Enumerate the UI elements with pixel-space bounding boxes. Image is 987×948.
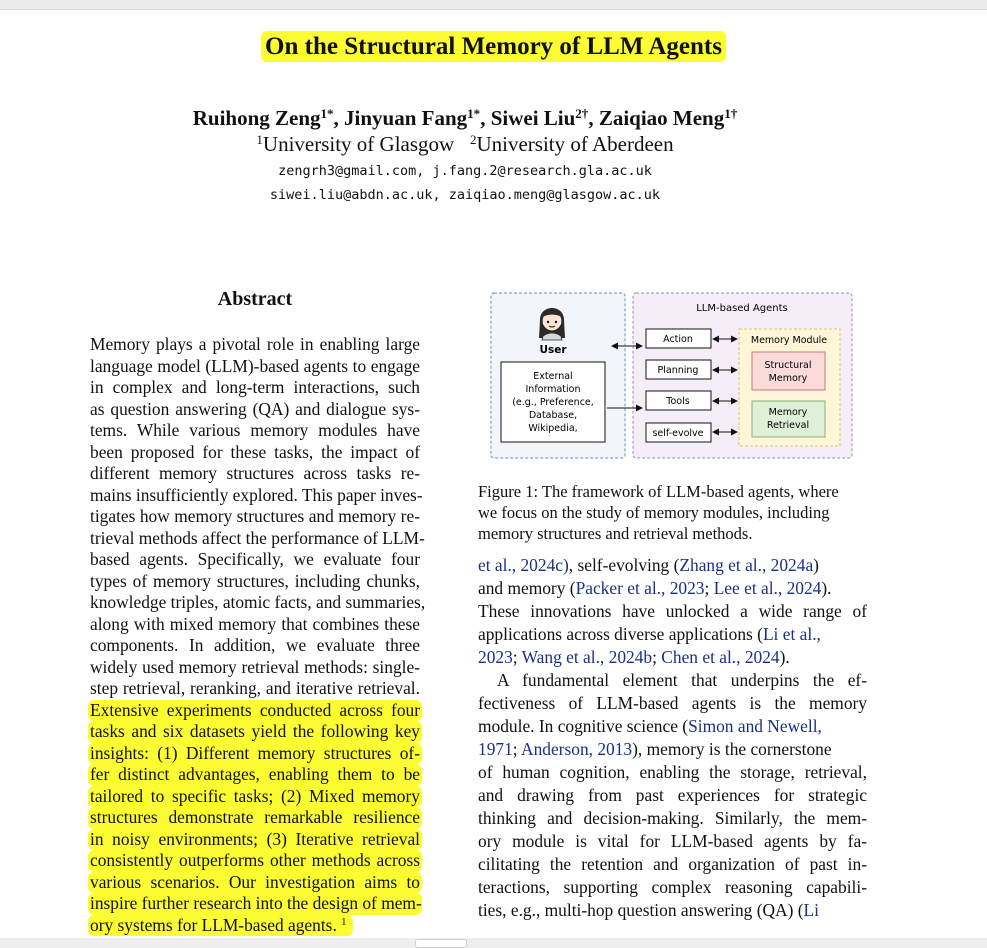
component-label: Planning: [657, 365, 699, 376]
affiliations: [0, 132, 930, 157]
viewer-top-bar: [0, 0, 987, 10]
citation-link[interactable]: 1971: [478, 739, 513, 759]
abstract-line-highlighted: tasks and six datasets yield the following key: [90, 721, 420, 741]
abstract-line: step retrieval, reranking, and iterative retrieval.: [90, 678, 420, 698]
abstract-line-highlighted: in noisy environments; (3) Iterative retrieval: [90, 828, 420, 849]
caption-line: we focus on the study of memory modules, including: [478, 503, 830, 522]
caption-line: memory structures and retrieval methods.: [478, 524, 753, 543]
horizontal-scrollbar[interactable]: [0, 938, 987, 948]
body-line: teractions, supporting complex reasoning capabili-: [478, 877, 867, 897]
citation-link[interactable]: Chen et al., 2024: [661, 647, 780, 667]
author-name: Siwei Liu: [490, 106, 576, 130]
body-line: of human cognition, enabling the storage, retrieval,: [478, 762, 867, 782]
body-line: thinking and decision-making. Similarly, the mem-: [478, 808, 867, 828]
external-info-line: Database,: [528, 410, 578, 421]
user-label: User: [539, 344, 567, 356]
author-mark: 1†: [724, 105, 738, 121]
component-label: Tools: [666, 396, 690, 407]
abstract-line-highlighted: Extensive experiments conducted across four: [90, 699, 420, 720]
body-line: applications across diverse applications (Li et al.,: [478, 624, 821, 644]
author-name: Zaiqiao Meng: [598, 106, 725, 130]
affiliation-mark: 1: [256, 131, 263, 147]
abstract-line: different memory structures across tasks re-: [90, 463, 420, 483]
author-mark: 1*: [320, 105, 334, 121]
abstract-line-highlighted: ory systems for LLM-based agents. $^1$: [88, 915, 353, 937]
body-line: fectiveness of LLM-based agents is the memory: [478, 693, 867, 713]
author-name: Jinyuan Fang: [344, 106, 468, 130]
email-line: siwei.liu@abdn.ac.uk, zaiqiao.meng@glasgow.ac.uk: [269, 187, 661, 203]
structural-memory-box: [752, 352, 825, 390]
framework-figure: [488, 290, 856, 462]
citation-link[interactable]: Zhang et al., 2024a: [679, 555, 814, 575]
memory-retrieval-label: Retrieval: [766, 420, 810, 431]
abstract-heading: Abstract: [217, 288, 293, 310]
affiliation-name: University of Glasgow: [262, 132, 455, 156]
abstract-line-highlighted: consistently outperforms other methods across: [90, 850, 420, 870]
citation-link[interactable]: Li et al.,: [762, 624, 821, 644]
abstract-line: types of memory structures, including chunks,: [90, 570, 420, 591]
citation-link[interactable]: Packer et al., 2023: [575, 578, 705, 598]
scrollbar-thumb[interactable]: [415, 939, 467, 948]
citation-link[interactable]: Simon and Newell,: [688, 716, 822, 736]
abstract-line-highlighted: structures demonstrate remarkable resilience: [90, 807, 420, 827]
external-info-line: Wikipedia,: [528, 423, 578, 434]
author-mark: 2†: [575, 105, 589, 121]
body-line: ties, e.g., multi-hop question answering (QA) (Li: [478, 900, 819, 920]
body-line: A fundamental element that underpins the ef-: [497, 670, 867, 690]
external-info-line: Information: [525, 384, 581, 395]
body-line: cilitating the retention and organization of past in-: [478, 854, 867, 874]
abstract-line: components. In addition, we evaluate three: [90, 635, 420, 655]
body-line: 2023; Wang et al., 2024b; Chen et al., 2024).: [478, 647, 790, 667]
email-line: zengrh3@gmail.com, j.fang.2@research.gla.ac.uk: [278, 163, 652, 179]
abstract-line: Memory plays a pivotal role in enabling large: [90, 334, 420, 354]
abstract-line: trieval methods affect the performance of LLM-: [90, 527, 425, 548]
author-list: Ruihong Zeng$^{1*}$, Jinyuan Fang$^{1*}$, Siwei Liu$^{2\dagger}$, Zaiqiao Meng$^{1\dagger}$: [192, 105, 738, 130]
abstract-line: widely used memory retrieval methods: single-: [90, 656, 420, 677]
abstract-line: based agents. Specifically, we evaluate four: [90, 549, 420, 569]
citation-link[interactable]: Anderson, 2013: [521, 739, 633, 759]
paper-title: On the Structural Memory of LLM Agents: [0, 33, 987, 61]
affiliation-name: University of Aberdeen: [476, 132, 674, 156]
external-info-line: External: [533, 371, 573, 382]
body-line: These innovations have unlocked a wide range of: [478, 601, 867, 621]
author-mark: 1*: [467, 105, 481, 121]
body-line: ory module is vital for LLM-based agents by fa-: [478, 831, 867, 851]
external-info-line: (e.g., Preference,: [512, 397, 594, 408]
body-line: et al., 2024c), self-evolving (Zhang et al., 2024a): [478, 555, 819, 575]
caption-line: Figure 1: The framework of LLM-based agents, where: [478, 482, 839, 501]
abstract-line-highlighted: inspire further research into the design of mem-: [90, 893, 422, 913]
memory-module-title: Memory Module: [750, 335, 828, 346]
body-line: and memory (Packer et al., 2023; Lee et al., 2024).: [478, 578, 832, 598]
body-line: and drawing from past experiences for strategic: [478, 785, 867, 805]
component-label: self-evolve: [652, 428, 704, 439]
abstract-line: tigates how memory structures and memory re-: [90, 506, 420, 526]
affiliation-mark: 2: [469, 131, 477, 147]
abstract-line-highlighted: insights: (1) Different memory structures of-: [90, 742, 420, 763]
user-avatar-icon: [539, 308, 565, 340]
citation-link[interactable]: Wang et al., 2024b: [521, 647, 653, 667]
author-name: Ruihong Zeng: [192, 106, 321, 130]
citation-link[interactable]: Li: [803, 900, 819, 920]
abstract-line-highlighted: various scenarios. Our investigation aims to: [90, 871, 420, 892]
structural-memory-label: Memory: [768, 373, 808, 384]
abstract-line-highlighted: fer distinct advantages, enabling them to be: [90, 764, 420, 784]
abstract-line: been proposed for these tasks, the impact of: [90, 441, 420, 462]
memory-retrieval-label: Memory: [768, 407, 808, 418]
footnote-mark: 1: [341, 915, 347, 928]
citation-link[interactable]: et al., 2024c): [478, 555, 569, 575]
abstract-line: as question answering (QA) and dialogue sys-: [90, 398, 420, 419]
citation-link[interactable]: 2023: [478, 647, 513, 667]
abstract-line: tems. While various memory modules have: [90, 420, 420, 440]
abstract-line: in complex and long-term interactions, such: [90, 377, 420, 397]
abstract-line-highlighted: tailored to specific tasks; (2) Mixed memory: [90, 785, 420, 806]
abstract-line: mains insufficiently explored. This paper inves-: [90, 484, 423, 505]
body-line: module. In cognitive science (Simon and Newell,: [478, 716, 822, 736]
citation-link[interactable]: Lee et al., 2024: [713, 578, 822, 598]
abstract-line: knowledge triples, atomic facts, and summaries,: [90, 592, 426, 612]
agents-title: LLM-based Agents: [696, 303, 788, 314]
abstract-line: language model (LLM)-based agents to engage: [90, 355, 420, 376]
body-line: 1971; Anderson, 2013), memory is the cornerstone: [478, 739, 832, 759]
component-label: Action: [663, 334, 693, 345]
structural-memory-label: Structural: [764, 360, 812, 371]
abstract-line: along with mixed memory that combines these: [90, 613, 420, 634]
